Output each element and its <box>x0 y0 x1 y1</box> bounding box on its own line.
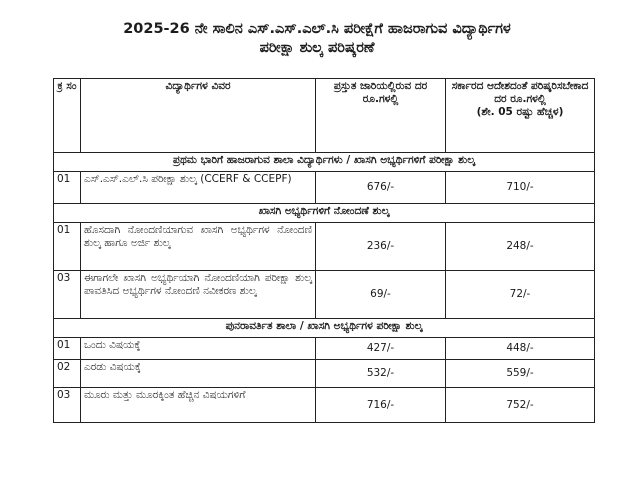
row-revised-rate: 248/- <box>446 223 595 271</box>
row-current-rate: 532/- <box>316 360 446 388</box>
table-row <box>54 360 595 388</box>
row-current-rate: 716/- <box>316 388 446 423</box>
row-revised-rate: 752/- <box>446 388 595 423</box>
row-current-rate: 236/- <box>316 223 446 271</box>
row-sno: 01 <box>54 172 81 204</box>
title-line-1: 2025-26 ನೇ ಸಾಲಿನ ಎಸ್.ಎಸ್.ಎಲ್.ಸಿ ಪರೀಕ್ಷೆಗೆ ಹಾಜರಾಗುವ ವಿದ್ಯಾರ್ಥಿಗಳ <box>123 21 511 37</box>
row-sno: 01 <box>54 338 81 360</box>
section-heading-row <box>54 204 595 223</box>
row-description: ಒಂದು ವಿಷಯಕ್ಕೆ <box>81 338 316 360</box>
row-current-rate: 69/- <box>316 271 446 319</box>
section-heading-row <box>54 319 595 338</box>
row-revised-rate: 559/- <box>446 360 595 388</box>
header-details: ವಿದ್ಯಾರ್ಥಿಗಳ ವಿವರ <box>81 79 316 153</box>
row-description: ಹೊಸದಾಗಿ ನೋಂದಣಿಯಾಗುವ ಖಾಸಗಿ ಅಭ್ಯರ್ಥಿಗಳ ನೋಂದಣಿ ಶುಲ್ಕ ಹಾಗೂ ಅರ್ಜಿ ಶುಲ್ಕ <box>81 223 316 271</box>
table-row <box>54 223 595 271</box>
section-heading-row <box>54 153 595 172</box>
row-current-rate: 427/- <box>316 338 446 360</box>
section-heading: ಪ್ರಥಮ ಭಾರಿಗೆ ಹಾಜರಾಗುವ ಶಾಲಾ ವಿದ್ಯಾರ್ಥಿಗಳು / ಖಾಸಗಿ ಅಭ್ಯರ್ಥಿಗಳಿಗೆ ಪರೀಕ್ಷಾ ಶುಲ್ಕ <box>54 153 595 172</box>
row-sno: 03 <box>54 271 81 319</box>
table-row <box>54 338 595 360</box>
row-current-rate: 676/- <box>316 172 446 204</box>
table-header-row <box>54 79 595 153</box>
row-sno: 03 <box>54 388 81 423</box>
table-row <box>54 388 595 423</box>
section-heading: ಪುನರಾವರ್ತಿತ ಶಾಲಾ / ಖಾಸಗಿ ಅಭ್ಯರ್ಥಿಗಳ ಪರೀಕ್ಷಾ ಶುಲ್ಕ <box>54 319 595 338</box>
row-sno: 01 <box>54 223 81 271</box>
row-description: ಎಸ್.ಎಸ್.ಎಲ್.ಸಿ ಪರೀಕ್ಷಾ ಶುಲ್ಕ (CCERF & CCEPF) <box>81 172 316 204</box>
header-revised-rate <box>446 79 595 153</box>
row-description: ಮೂರು ಮತ್ತು ಮೂರಕ್ಕಿಂತ ಹೆಚ್ಚಿನ ವಿಷಯಗಳಿಗೆ <box>81 388 316 423</box>
table-row <box>54 172 595 204</box>
title-line-2: ಪರೀಕ್ಷಾ ಶುಲ್ಕ ಪರಿಷ್ಕರಣೆ <box>259 40 375 56</box>
row-revised-rate: 72/- <box>446 271 595 319</box>
header-current-rate: ಪ್ರಸ್ತುತ ಜಾರಿಯಲ್ಲಿರುವ ದರ ರೂ.ಗಳಲ್ಲಿ <box>316 79 446 153</box>
section-heading: ಖಾಸಗಿ ಅಭ್ಯರ್ಥಿಗಳಿಗೆ ನೋಂದಣೆ ಶುಲ್ಕ <box>54 204 595 223</box>
row-revised-rate: 710/- <box>446 172 595 204</box>
fee-table <box>53 78 595 423</box>
header-sno: ಕ್ರ ಸಂ <box>54 79 81 153</box>
row-revised-rate: 448/- <box>446 338 595 360</box>
row-sno: 02 <box>54 360 81 388</box>
row-description: ಎರಡು ವಿಷಯಕ್ಕೆ <box>81 360 316 388</box>
document-title <box>0 20 634 58</box>
header-revised-label: ಸರ್ಕಾರದ ಆದೇಶದಂತೆ ಪರಿಷ್ಕರಿಸಬೇಕಾದ ದರ ರೂ.ಗಳಲ್ಲಿ <box>451 80 589 105</box>
header-revised-note: (ಶೇ. 05 ರಷ್ಟು ಹೆಚ್ಚಳ) <box>476 106 564 118</box>
row-description: ಈಗಾಗಲೇ ಖಾಸಗಿ ಅಭ್ಯರ್ಥಿಯಾಗಿ ನೋಂದಣಿಯಾಗಿ ಪರೀಕ್ಷಾ ಶುಲ್ಕ ಪಾವತಿಸಿದ ಅಭ್ಯರ್ಥಿಗಳ ನೋಂದಣಿ ನವೀಕರಣ ಶುಲ್ಕ <box>81 271 316 319</box>
table-row <box>54 271 595 319</box>
